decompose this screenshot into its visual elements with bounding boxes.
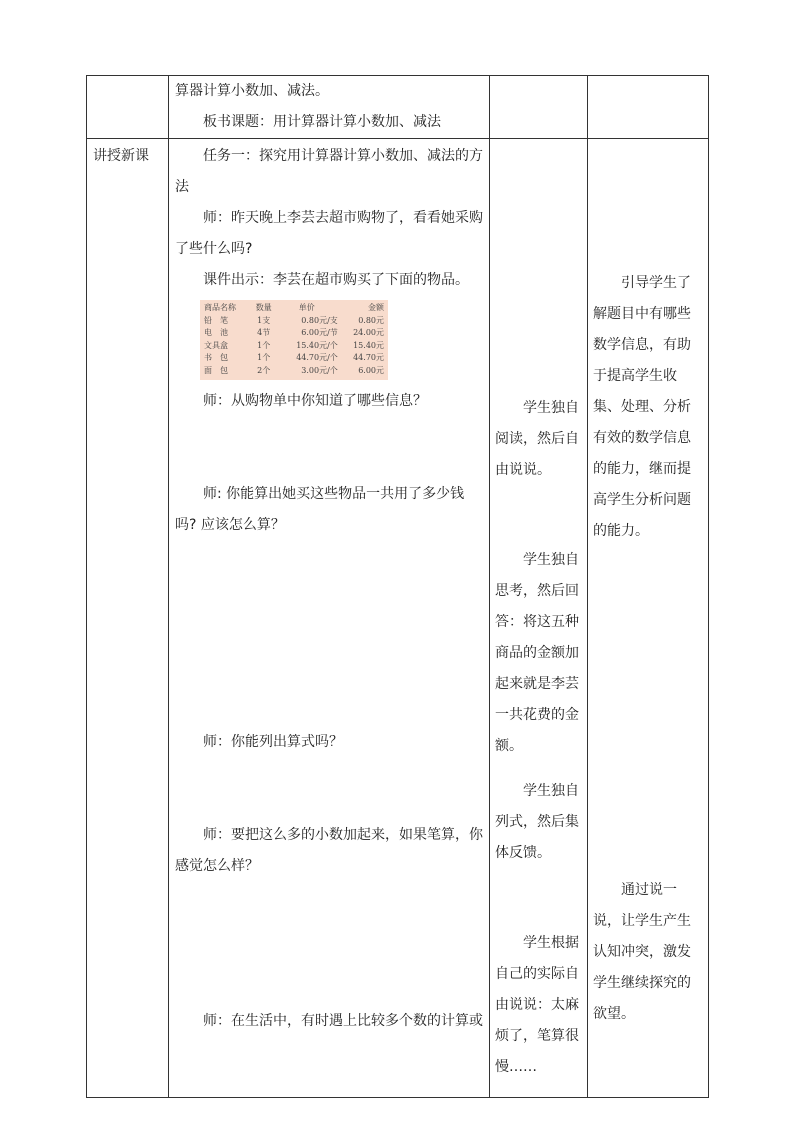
header-cell: 数量 [255, 303, 272, 312]
text-line: 算器计算小数加、减法。 [175, 83, 329, 99]
lesson-plan-table [86, 75, 709, 1098]
teacher-question: 师：要把这么多的小数加起来，如果笔算，你感觉怎么样？ [175, 827, 483, 874]
courseware-line: 课件出示：李芸在超市购买了下面的物品。 [203, 272, 469, 288]
list-cell: 1个 [257, 353, 271, 362]
list-cell: 44.70元/个 [296, 353, 338, 362]
list-cell: 6.00元/节 [301, 328, 338, 337]
list-cell: 1支 [257, 315, 271, 325]
shopping-list-header [204, 302, 384, 315]
shopping-list-row [204, 327, 384, 340]
board-title: 板书课题：用计算器计算小数加、减法 [203, 114, 441, 130]
section-label: 讲授新课 [93, 148, 149, 164]
list-cell: 铅 笔 [204, 315, 228, 325]
shopping-list-row [204, 365, 384, 378]
design-intent-cell [588, 76, 709, 139]
list-cell: 0.80元 [358, 315, 384, 325]
shopping-list-row [204, 352, 384, 365]
design-intent: 引导学生了解题目中有哪些数学信息，有助于提高学生收集、处理、分析有效的数学信息的能力，继而提高学生分析问题的能力。 [593, 275, 691, 539]
student-response: 学生独自思考，然后回答：将这五种商品的金额加起来就是李芸一共花费的金额。 [495, 552, 579, 754]
list-cell: 面 包 [204, 365, 228, 375]
teacher-question: 师：昨天晚上李芸去超市购物了，看看她采购了些什么吗? [175, 210, 483, 257]
section-cell [87, 76, 169, 139]
list-cell: 6.00元 [358, 365, 384, 375]
list-cell: 24.00元 [353, 328, 384, 337]
teacher-question: 师：在生活中，有时遇上比较多个数的计算或 [203, 1013, 483, 1029]
list-cell: 3.00元/个 [301, 365, 338, 375]
list-cell: 文具盒 [204, 340, 228, 350]
header-cell: 单价 [298, 303, 315, 312]
list-cell: 15.40元 [353, 340, 384, 350]
teacher-question: 师: 你能算出她买这些物品一共用了多少钱吗? 应该怎么算？ [175, 486, 465, 533]
student-activity-cell [490, 76, 588, 139]
student-response: 学生独自阅读，然后自由说说。 [495, 400, 579, 478]
list-cell: 44.70元 [353, 353, 384, 362]
task-heading: 任务一：探究用计算器计算小数加、减法的方法 [175, 148, 483, 195]
list-cell: 电 池 [204, 328, 228, 337]
student-activity-cell [490, 139, 588, 1098]
student-response: 学生根据自己的实际自由说说：太麻烦了，笔算很慢…… [495, 935, 579, 1075]
table-row [87, 76, 709, 139]
teacher-question: 师：从购物单中你知道了哪些信息？ [203, 393, 427, 409]
teacher-activity-cell [169, 76, 490, 139]
design-intent-cell [588, 139, 709, 1098]
student-response: 学生独自列式，然后集体反馈。 [495, 783, 579, 861]
header-cell: 商品名称 [204, 303, 236, 312]
list-cell: 1个 [257, 340, 271, 350]
list-cell: 4节 [257, 328, 271, 337]
table-row [87, 139, 709, 1098]
shopping-list-image [200, 300, 388, 380]
shopping-list-row [204, 315, 384, 328]
shopping-list-row [204, 340, 384, 353]
list-cell: 2个 [257, 365, 271, 375]
design-intent: 通过说一说，让学生产生认知冲突，激发学生继续探究的欲望。 [593, 882, 691, 1022]
section-cell [87, 139, 169, 1098]
list-cell: 15.40元/个 [296, 340, 338, 350]
header-cell: 金额 [368, 303, 384, 312]
teacher-question: 师：你能列出算式吗？ [203, 734, 343, 750]
teacher-activity-cell [169, 139, 490, 1098]
list-cell: 书 包 [204, 353, 228, 362]
list-cell: 0.80元/支 [301, 315, 338, 325]
